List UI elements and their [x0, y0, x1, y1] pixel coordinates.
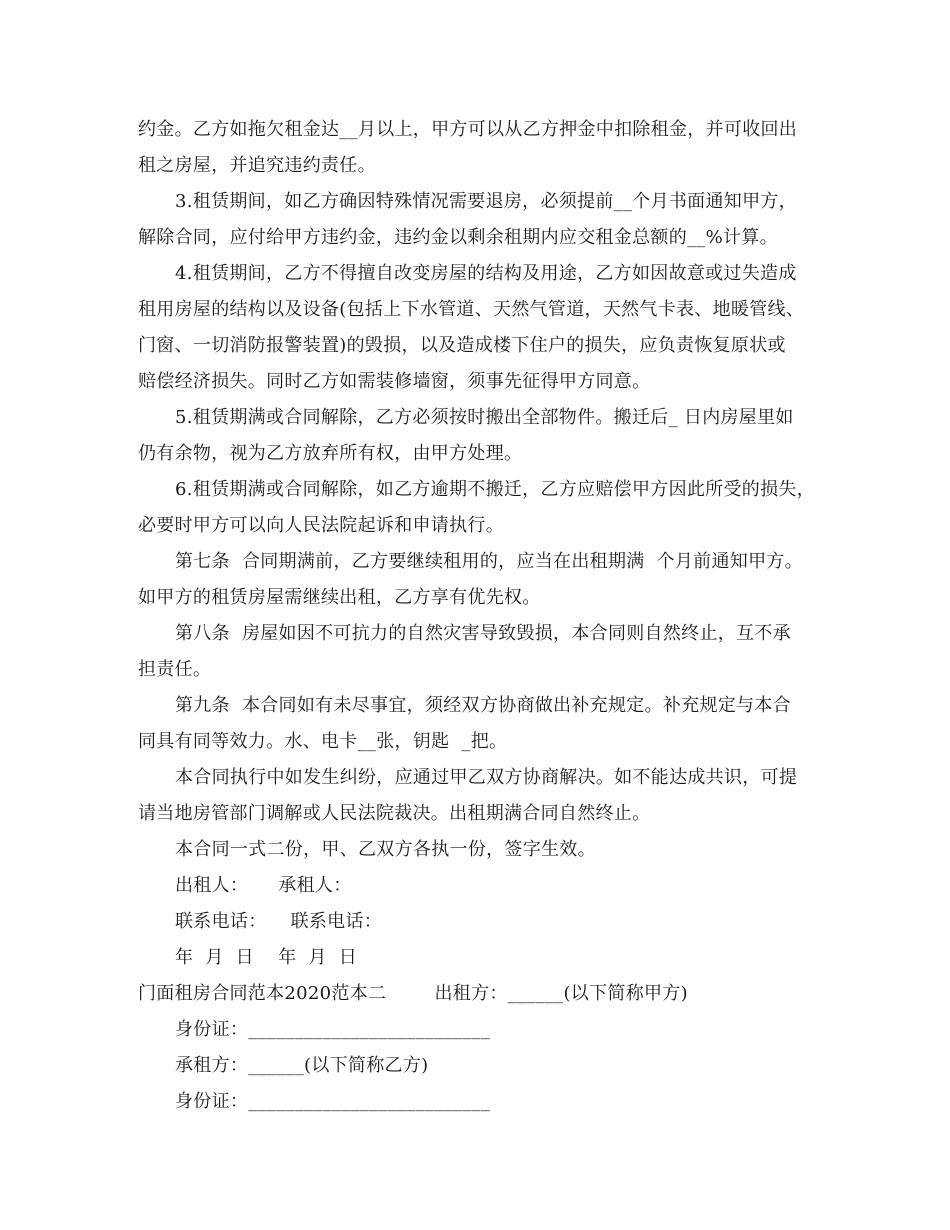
text-line: 身份证：__________________________ [175, 1019, 490, 1040]
text-line: 赔偿经济损失。同时乙方如需装修墙窗，须事先征得甲方同意。 [138, 371, 651, 392]
section-heading-template-two: 门面租房合同范本2020范本二 出租方：______(以下简称甲方) [138, 983, 688, 1004]
text-line: 担责任。 [138, 659, 212, 680]
text-line: 解除合同，应付给甲方违约金，违约金以剩余租期内应交租金总额的__%计算。 [138, 227, 778, 248]
text-line: 3.租赁期间，如乙方确因特殊情况需要退房，必须提前__个月书面通知甲方， [175, 191, 797, 212]
text-line: 仍有余物，视为乙方放弃所有权，由甲方处理。 [138, 443, 523, 464]
text-line: 如甲方的租赁房屋需继续出租，乙方享有优先权。 [138, 587, 541, 608]
text-line: 身份证：__________________________ [175, 1091, 490, 1112]
text-line: 必要时甲方可以向人民法院起诉和申请执行。 [138, 515, 504, 536]
text-line: 第八条 房屋如因不可抗力的自然灾害导致毁损，本合同则自然终止，互不承 [175, 623, 791, 644]
text-line: 同具有同等效力。水、电卡__张，钥匙 _把。 [138, 731, 508, 752]
signature-date: 年 月 日 年 月 日 [175, 947, 358, 968]
text-line: 本合同执行中如发生纠纷，应通过甲乙双方协商解决。如不能达成共识，可提 [175, 767, 798, 788]
text-line: 4.租赁期间，乙方不得擅自改变房屋的结构及用途，乙方如因故意或过失造成 [175, 263, 797, 284]
text-line: 本合同一式二份，甲、乙双方各执一份，签字生效。 [175, 839, 596, 860]
text-line: 6.租赁期满或合同解除，如乙方逾期不搬迁，乙方应赔偿甲方因此所受的损失， [175, 479, 815, 500]
text-line: 租之房屋，并追究违约责任。 [138, 155, 376, 176]
text-line: 租用房屋的结构以及设备(包括上下水管道、天然气管道，天然气卡表、地暖管线、 [138, 299, 805, 320]
text-line: 5.租赁期满或合同解除，乙方必须按时搬出全部物件。搬迁后_ 日内房屋里如 [175, 407, 794, 428]
text-line: 请当地房管部门调解或人民法院裁决。出租期满合同自然终止。 [138, 803, 651, 824]
text-line: 第九条 本合同如有未尽事宜，须经双方协商做出补充规定。补充规定与本合 [175, 695, 791, 716]
text-line: 第七条 合同期满前，乙方要继续租用的，应当在出租期满 个月前通知甲方。 [175, 551, 803, 572]
signature-lessor-lessee: 出租人： 承租人： [175, 875, 352, 896]
text-line: 门窗、一切消防报警装置)的毁损，以及造成楼下住户的损失，应负责恢复原状或 [138, 335, 786, 356]
text-line: 约金。乙方如拖欠租金达__月以上，甲方可以从乙方押金中扣除租金，并可收回出 [138, 119, 798, 140]
text-line: 承租方：______(以下简称乙方) [175, 1055, 429, 1076]
signature-phone: 联系电话： 联系电话： [175, 911, 383, 932]
